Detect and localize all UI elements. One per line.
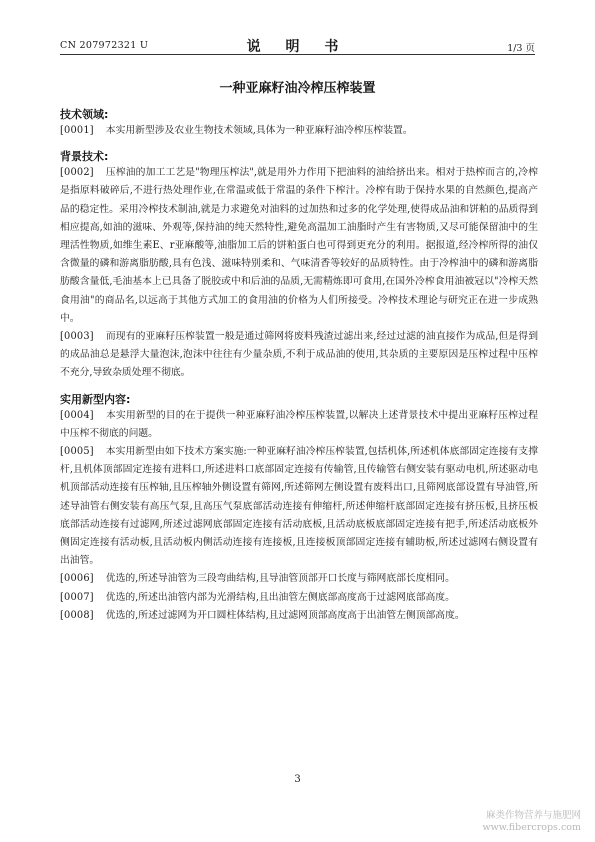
section-heading-background: 背景技术: xyxy=(60,150,109,164)
watermark xyxy=(483,810,581,834)
paragraph-text: 压榨油的加工工艺是"物理压榨法",就是用外力作用下把油料的油给挤出来。相对于热榨而言的,冷榨是指原料破碎后,不进行热处理作业,在常温或低于常温的条件下榨汁。冷榨有助于保持水果的自然颜色,提高产品的稳定性。采用冷榨技术制油,就是力求避免对油料的过加热和过多的化学处理,使得成品油和饼粕的品质得到相应提高,如油的滋味、外观等,保持油的纯天然特性,避免高温加工油脂时产生有害物质,又尽可能保留油中的生理活性物质,如维生素E、r亚麻酸等,油脂加工后的饼粕蛋白也可得到更充分的利用。据报道,经冷榨所得的油仅含微量的磷和游离脂肪酸,具有色浅、滋味特别柔和、气味清香等较好的品质特性。由于冷榨油中的磷和游离脂肪酸含量低,毛油基本上已具备了脱胶或中和后油的品质,无需精炼即可食用,在国外冷榨食用油被冠以"冷榨天然食用油"的商品名,以远高于其他方式加工的食用油的价格为人们所接受。冷榨技术理论与研究正在进一步成熟中。 xyxy=(60,167,538,324)
page-header xyxy=(60,36,535,55)
paragraph xyxy=(60,164,538,328)
paragraph-number: [0002] xyxy=(60,167,94,179)
paragraph-text: 本实用新型涉及农业生物技术领域,具体为一种亚麻籽油冷榨压榨装置。 xyxy=(105,125,413,136)
paragraph xyxy=(60,589,538,607)
page-number: 3 xyxy=(294,774,301,785)
watermark-line: 麻类作物营养与施肥网 xyxy=(485,810,581,821)
document-body xyxy=(60,106,538,625)
section-heading-utility-model-content: 实用新型内容: xyxy=(60,392,131,406)
page-info: 1/3 页 xyxy=(507,43,535,54)
paragraph-text: 而现有的亚麻籽压榨装置一般是通过筛网将废料残渣过滤出来,经过过滤的油直接作为成品,但是得到的成品油总是悬浮大量泡沫,泡沫中往往有少量杂质,不利于成品油的使用,其杂质的主要原因是压榨过程中压榨不充分,导致杂质处理不彻底。 xyxy=(60,331,538,379)
paragraph-number: [0007] xyxy=(60,591,94,603)
paragraph-text: 本实用新型的目的在于提供一种亚麻籽油冷榨压榨装置,以解决上述背景技术中提出亚麻籽压榨过程中压榨不彻底的问题。 xyxy=(60,409,538,439)
paragraph-text: 优选的,所述导油管为三段弯曲结构,且导油管顶部开口长度与筛网底部长度相同。 xyxy=(105,573,455,585)
paragraph-text: 本实用新型由如下技术方案实施:一种亚麻籽油冷榨压榨装置,包括机体,所述机体底部固定连接有支撑杆,且机体顶部固定连接有进料口,所述进料口底部固定连接有传输管,且传输管右侧安装有驱动电机,所述驱动电机顶部活动连接有压榨轴,且压榨轴外侧设置有筛网,所述筛网左侧设置有废料出口,且筛网底部设置有导油管,所述导油管右侧安装有高压气泵,且高压气泵底部活动连接有伸缩杆,所述伸缩杆底部固定连接有挤压板,且挤压板底部活动连接有过滤网,所述过滤网底部固定连接有活动底板,且活动底板底部固定连接有把手,所述活动底板外侧固定连接有活动板,且活动板内侧活动连接有连接板,且连接板顶部固定连接有辅助板,所述过滤网右侧设置有出油管。 xyxy=(60,446,538,567)
paragraph-number: [0005] xyxy=(60,446,94,458)
paragraph-number: [0004] xyxy=(60,409,94,421)
paragraph-text: 优选的,所述过滤网为开口圆柱体结构,且过滤网顶部高度高于出油管左侧顶部高度。 xyxy=(105,609,465,621)
paragraph xyxy=(60,443,538,570)
publication-number: CN 207972321 U xyxy=(60,40,149,51)
paragraph xyxy=(60,407,538,443)
watermark-url: www.fibercrops.com xyxy=(482,822,581,833)
paragraph-number: [0003] xyxy=(60,331,94,343)
paragraph-number: [0006] xyxy=(60,573,94,585)
paragraph xyxy=(60,328,538,383)
paragraph-number: [0001] xyxy=(60,125,94,136)
section-heading-technical-field: 技术领域: xyxy=(60,108,109,121)
header-title: 说 明 书 xyxy=(246,39,349,55)
paragraph-number: [0008] xyxy=(60,609,94,621)
paragraph xyxy=(60,607,538,625)
paragraph xyxy=(60,122,538,140)
document-title: 一种亚麻籽油冷榨压榨装置 xyxy=(219,81,376,96)
paragraph xyxy=(60,570,538,588)
paragraph-text: 优选的,所述出油管内部为光滑结构,且出油管左侧底部高度高于过滤网底部高度。 xyxy=(105,591,455,603)
